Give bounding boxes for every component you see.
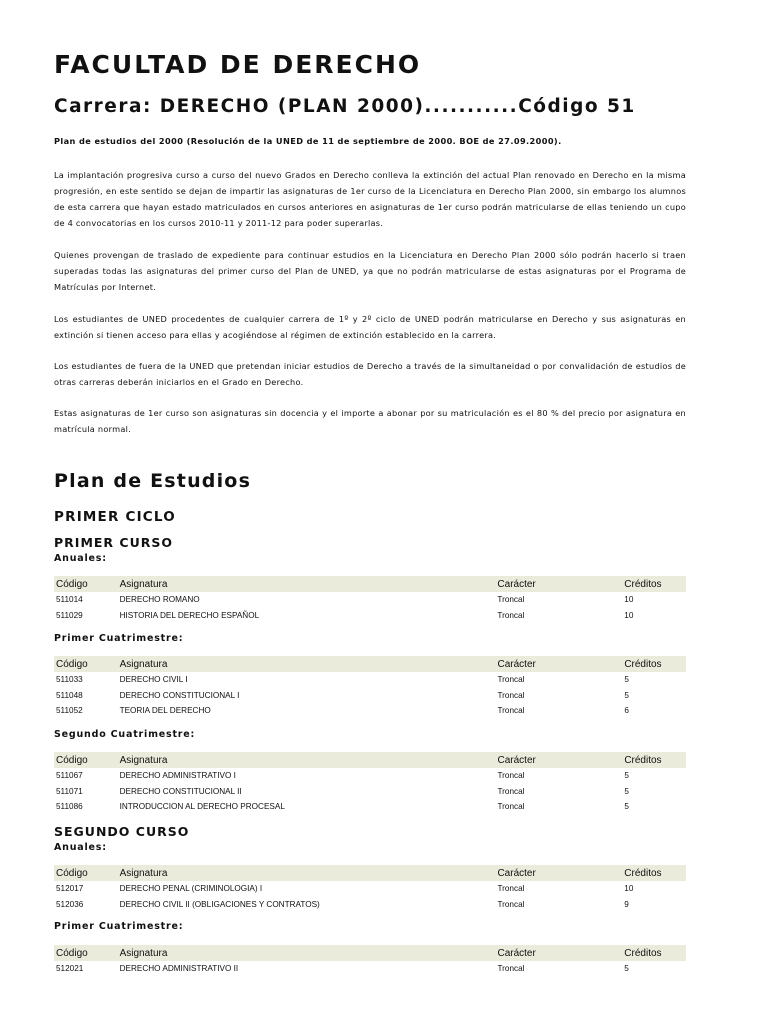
cell-codigo: 512021 [56,964,84,974]
cell-creditos: 5 [624,802,629,812]
cell-creditos: 5 [624,675,629,685]
cell-asignatura: INTRODUCCION AL DERECHO PROCESAL [119,802,285,812]
cell-creditos: 6 [624,706,629,716]
col-header-codigo: Código [54,576,118,592]
subjects-table [54,865,686,912]
curso-heading: PRIMER CURSO [54,535,173,550]
cell-asignatura: DERECHO CIVIL I [119,675,188,685]
curso-heading: SEGUNDO CURSO [54,824,190,839]
group-label: Segundo Cuatrimestre: [54,729,196,740]
cell-caracter: Troncal [497,802,525,812]
col-header-caracter: Carácter [495,945,622,961]
col-header-codigo: Código [54,865,118,881]
subjects-table [54,752,686,815]
cell-asignatura: DERECHO ADMINISTRATIVO I [119,771,236,781]
plan-resolution-line: Plan de estudios del 2000 (Resolución de la UNED de 11 de septiembre de 2000. BOE de 27.09.2000). [54,136,562,146]
col-header-creditos: Créditos [622,865,686,881]
subjects-table [54,656,686,719]
col-header-asignatura: Asignatura [118,576,496,592]
group-label: Primer Cuatrimestre: [54,633,184,644]
cell-asignatura: TEORIA DEL DERECHO [119,706,211,716]
cell-caracter: Troncal [497,610,525,620]
table-header-row [54,576,686,592]
cell-caracter: Troncal [497,786,525,796]
cell-creditos: 10 [624,884,634,894]
group-label: Anuales: [54,553,107,564]
cell-codigo: 511014 [56,595,83,605]
cell-caracter: Troncal [497,884,525,894]
table-row [54,768,686,784]
page-title: FACULTAD DE DERECHO [54,50,422,79]
cell-codigo: 511029 [56,610,83,620]
col-header-asignatura: Asignatura [118,865,496,881]
table-row [54,881,686,897]
table-row [54,799,686,815]
col-header-caracter: Carácter [495,576,622,592]
cell-caracter: Troncal [497,706,525,716]
col-header-creditos: Créditos [622,656,686,672]
cell-asignatura: DERECHO ADMINISTRATIVO II [119,964,239,974]
intro-paragraph-3: Los estudiantes de UNED procedentes de cualquier carrera de 1º y 2º ciclo de UNED podrán matricularse en Derecho y sus asignaturas en extinción si tienen acceso para ellas y acogiéndose al régimen de extinción establecido en la carrera. [54,314,686,340]
table-row [54,688,686,704]
table-row [54,703,686,719]
cell-codigo: 512017 [56,884,84,894]
cell-codigo: 512036 [56,899,84,909]
cell-codigo: 511071 [56,786,83,796]
subjects-table [54,576,686,623]
cell-codigo: 511052 [56,706,83,716]
cell-creditos: 5 [624,786,629,796]
table-header-row [54,752,686,768]
col-header-asignatura: Asignatura [118,656,496,672]
cell-codigo: 511067 [56,771,83,781]
subjects-table [54,945,686,977]
cell-creditos: 5 [624,964,629,974]
cell-creditos: 5 [624,690,629,700]
cell-caracter: Troncal [497,690,525,700]
col-header-creditos: Créditos [622,752,686,768]
career-subtitle: Carrera: DERECHO (PLAN 2000)...........Código 51 [54,96,636,117]
table-header-row [54,865,686,881]
cell-caracter: Troncal [497,899,525,909]
col-header-codigo: Código [54,656,118,672]
cell-asignatura: DERECHO CONSTITUCIONAL II [119,786,242,796]
cell-codigo: 511086 [56,802,83,812]
group-label: Primer Cuatrimestre: [54,921,184,932]
intro-paragraph-5: Estas asignaturas de 1er curso son asignaturas sin docencia y el importe a abonar por su matriculación es el 80 % del precio por asignatura en matrícula normal. [54,408,686,434]
table-header-row [54,945,686,961]
table-row [54,784,686,800]
table-row [54,961,686,977]
cell-caracter: Troncal [497,595,525,605]
col-header-caracter: Carácter [495,656,622,672]
cell-asignatura: DERECHO ROMANO [119,595,200,605]
cell-creditos: 9 [624,899,629,909]
table-row [54,897,686,913]
cell-codigo: 511033 [56,675,83,685]
intro-paragraph-1: La implantación progresiva curso a curso del nuevo Grados en Derecho conlleva la extinción del actual Plan renovado en Derecho en la misma progresión, en este sentido se dejan de impartir las asignaturas de 1er curso de la Licenciatura en Derecho Plan 2000, sin embargo los alumnos de esta carrera que hayan estado matriculados en cursos anteriores en asignaturas de 1er curso podrán matricularse de ellas teniendo un cupo de 4 convocatorias en los cursos 2010-11 y 2011-12 para poder superarlas. [54,170,686,228]
cell-caracter: Troncal [497,675,525,685]
cell-asignatura: DERECHO CIVIL II (OBLIGACIONES Y CONTRATOS) [119,899,320,909]
col-header-codigo: Código [54,752,118,768]
col-header-creditos: Créditos [622,576,686,592]
cell-creditos: 5 [624,771,629,781]
col-header-asignatura: Asignatura [118,752,496,768]
col-header-asignatura: Asignatura [118,945,496,961]
col-header-caracter: Carácter [495,865,622,881]
plan-heading: Plan de Estudios [54,470,252,492]
cell-asignatura: HISTORIA DEL DERECHO ESPAÑOL [119,610,260,620]
col-header-caracter: Carácter [495,752,622,768]
table-row [54,672,686,688]
cell-asignatura: DERECHO PENAL (CRIMINOLOGIA) I [119,884,263,894]
cell-caracter: Troncal [497,964,525,974]
cell-caracter: Troncal [497,771,525,781]
cell-asignatura: DERECHO CONSTITUCIONAL I [119,690,240,700]
group-label: Anuales: [54,842,107,853]
intro-paragraph-4: Los estudiantes de fuera de la UNED que pretendan iniciar estudios de Derecho a través de la simultaneidad o por convalidación de estudios de otras carreras deberán iniciarlos en el Grado en Derecho. [54,361,686,387]
cell-codigo: 511048 [56,690,83,700]
ciclo-heading: PRIMER CICLO [54,509,176,525]
intro-paragraph-2: Quienes provengan de traslado de expediente para continuar estudios en la Licenciatura en Derecho Plan 2000 sólo podrán hacerlo si traen superadas todas las asignaturas del primer curso del Plan de UNED, ya que no podrán matricularse de estas asignaturas por el Programa de Matrículas por Internet. [54,250,686,292]
col-header-codigo: Código [54,945,118,961]
col-header-creditos: Créditos [622,945,686,961]
table-header-row [54,656,686,672]
cell-creditos: 10 [624,595,634,605]
table-row [54,608,686,624]
table-row [54,592,686,608]
cell-creditos: 10 [624,610,634,620]
